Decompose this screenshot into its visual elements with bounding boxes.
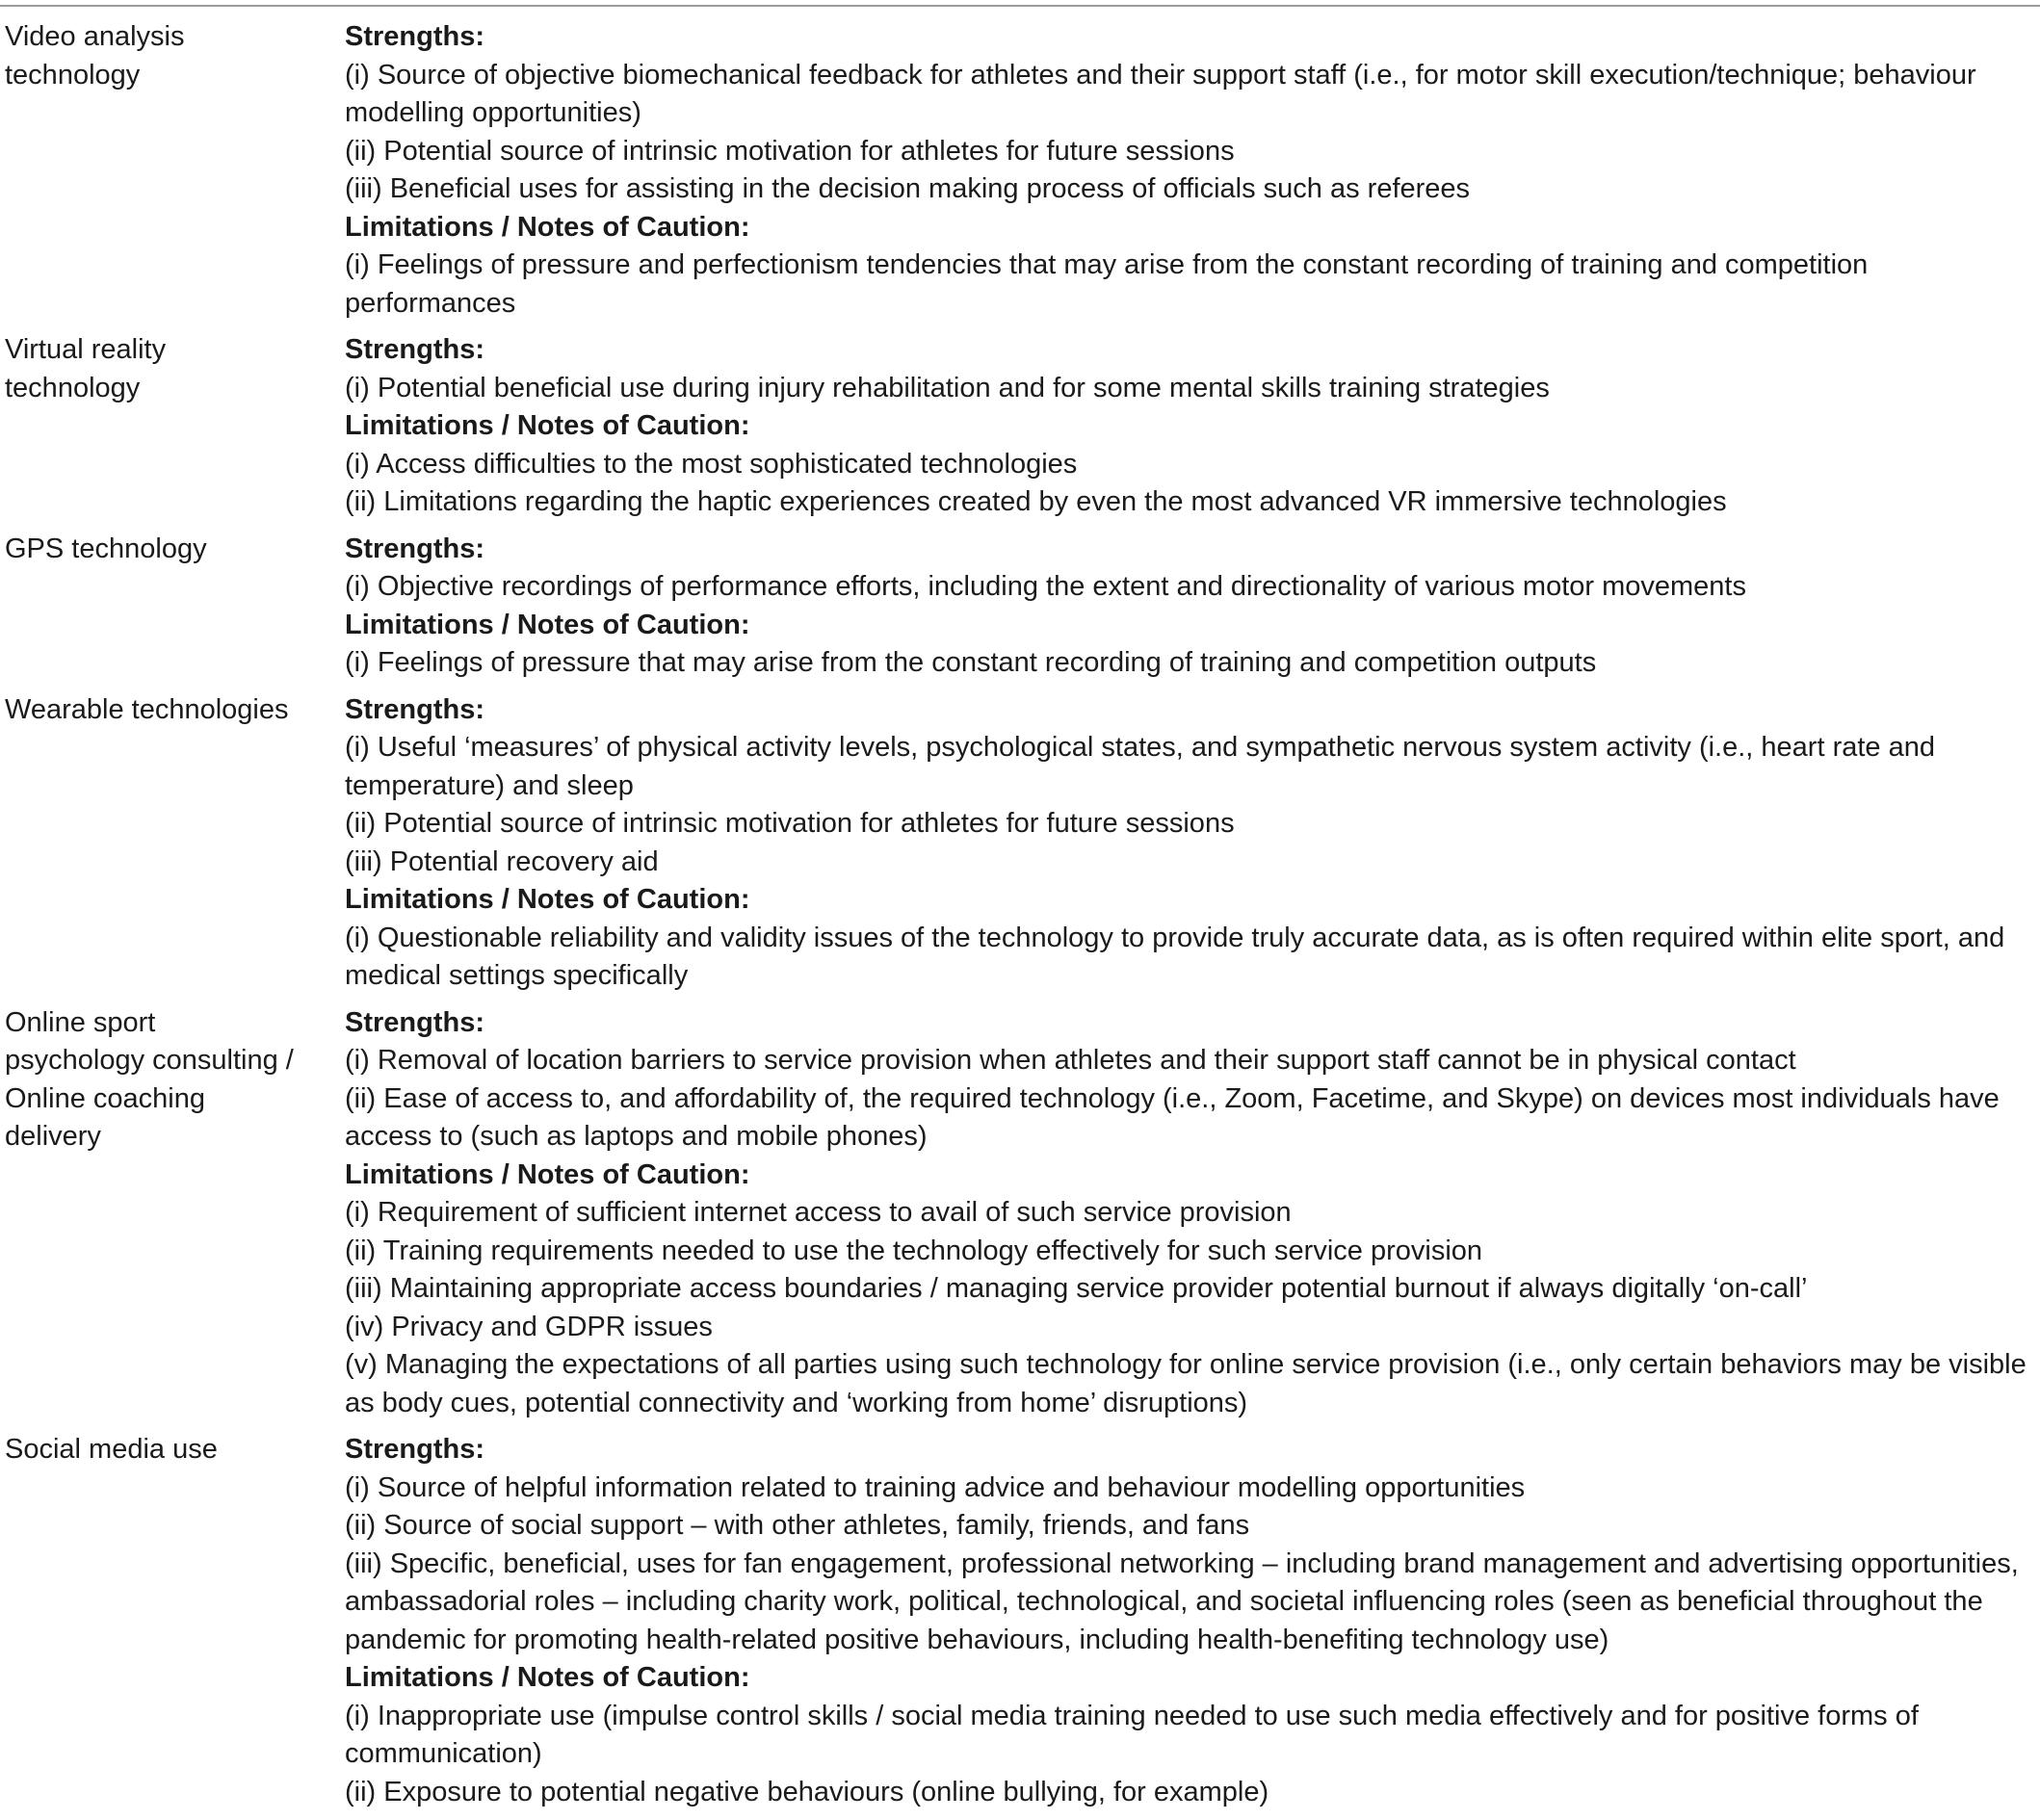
strength-item: (i) Objective recordings of performance efforts, including the extent and directionality of various motor movements (345, 571, 1746, 602)
strengths-heading: Strengths: (345, 693, 484, 725)
strength-item: (i) Removal of location barriers to service provision when athletes and their support staff cannot be in physical contact (345, 1045, 1796, 1076)
limitation-item: (i) Questionable reliability and validity issues of the technology to provide truly accurate data, as is often required within elite sport, and medical settings specifically (345, 922, 2005, 991)
table-top-rule (0, 5, 2040, 7)
limitation-item: (iii) Maintaining appropriate access boundaries / managing service provider potential burnout if always digitally ‘on-call’ (345, 1273, 1808, 1304)
technology-details (345, 331, 2035, 522)
strength-item: (ii) Source of social support – with other athletes, family, friends, and fans (345, 1510, 1250, 1541)
strengths-heading: Strengths: (345, 1006, 484, 1038)
technology-label: Video analysis technology (5, 21, 185, 91)
technology-label: Online sport psychology consulting / Online coaching delivery (5, 1006, 294, 1152)
limitation-item: (iv) Privacy and GDPR issues (345, 1311, 713, 1342)
technology-details (345, 1004, 2035, 1423)
limitation-item: (ii) Limitations regarding the haptic experiences created by even the most advanced VR immersive technologies (345, 486, 1727, 517)
limitations-heading: Limitations / Notes of Caution: (345, 1158, 750, 1190)
technology-details (345, 691, 2035, 996)
table-row (0, 18, 2040, 323)
table-row (0, 1431, 2040, 1811)
limitations-heading: Limitations / Notes of Caution: (345, 211, 750, 243)
strengths-heading: Strengths: (345, 1434, 484, 1465)
technology-details (345, 531, 2035, 683)
strength-item: (iii) Potential recovery aid (345, 845, 659, 877)
limitation-item: (ii) Training requirements needed to use the technology effectively for such service provision (345, 1235, 1483, 1266)
table-row (0, 1004, 2040, 1423)
strength-item: (i) Useful ‘measures’ of physical activity levels, psychological states, and sympathetic nervous system activity (i.e., heart rate and temperature) and sleep (345, 732, 1935, 801)
table-row (0, 331, 2040, 522)
limitation-item: (i) Requirement of sufficient internet access to avail of such service provision (345, 1197, 1292, 1228)
technology-label: GPS technology (5, 533, 207, 564)
table-row (0, 691, 2040, 996)
strength-item: (ii) Ease of access to, and affordability of, the required technology (i.e., Zoom, Facetime, and Skype) on devices most individuals have access to (such as laptops and mobile phones) (345, 1082, 2000, 1152)
limitation-item: (i) Feelings of pressure and perfectionism tendencies that may arise from the constant recording of training and competition performances (345, 249, 1869, 319)
technology-details (345, 18, 2035, 323)
technology-table (0, 18, 2040, 1820)
limitations-heading: Limitations / Notes of Caution: (345, 609, 750, 640)
strengths-heading: Strengths: (345, 334, 484, 365)
limitation-item: (v) Managing the expectations of all parties using such technology for online service provision (i.e., only certain behaviors may be visible as body cues, potential connectivity and ‘working from home’ disruptions) (345, 1349, 2027, 1418)
strength-item: (ii) Potential source of intrinsic motivation for athletes for future sessions (345, 135, 1235, 167)
strengths-heading: Strengths: (345, 21, 484, 52)
limitation-item: (i) Access difficulties to the most sophisticated technologies (345, 448, 1078, 480)
limitations-heading: Limitations / Notes of Caution: (345, 884, 750, 915)
table-row (0, 531, 2040, 683)
strength-item: (ii) Potential source of intrinsic motivation for athletes for future sessions (345, 808, 1235, 839)
strength-item: (i) Source of helpful information related to training advice and behaviour modelling opportunities (345, 1471, 1526, 1503)
limitation-item: (ii) Exposure to potential negative behaviours (online bullying, for example) (345, 1776, 1269, 1807)
limitations-heading: Limitations / Notes of Caution: (345, 1662, 750, 1693)
technology-label: Social media use (5, 1434, 218, 1465)
strength-item: (i) Source of objective biomechanical feedback for athletes and their support staff (i.e., for motor skill execution/technique; behaviour modelling opportunities) (345, 59, 1976, 128)
strengths-heading: Strengths: (345, 533, 484, 564)
technology-label: Virtual reality technology (5, 334, 167, 403)
strength-item: (i) Potential beneficial use during injury rehabilitation and for some mental skills training strategies (345, 372, 1550, 403)
limitation-item: (i) Inappropriate use (impulse control skills / social media training needed to use such media effectively and for positive forms of communication) (345, 1700, 1919, 1769)
technology-label: Wearable technologies (5, 693, 289, 725)
limitations-heading: Limitations / Notes of Caution: (345, 410, 750, 441)
strength-item: (iii) Specific, beneficial, uses for fan engagement, professional networking – including brand management and advertising opportunities, ambassadorial roles – including charity work, political, technological, and societal influencing roles (seen as beneficial throughout the pandemic for promoting health-related positive behaviours, including health-benefiting technology use) (345, 1547, 2019, 1655)
strength-item: (iii) Beneficial uses for assisting in the decision making process of officials such as referees (345, 173, 1471, 204)
technology-details (345, 1431, 2035, 1811)
limitation-item: (i) Feelings of pressure that may arise from the constant recording of training and competition outputs (345, 647, 1597, 678)
